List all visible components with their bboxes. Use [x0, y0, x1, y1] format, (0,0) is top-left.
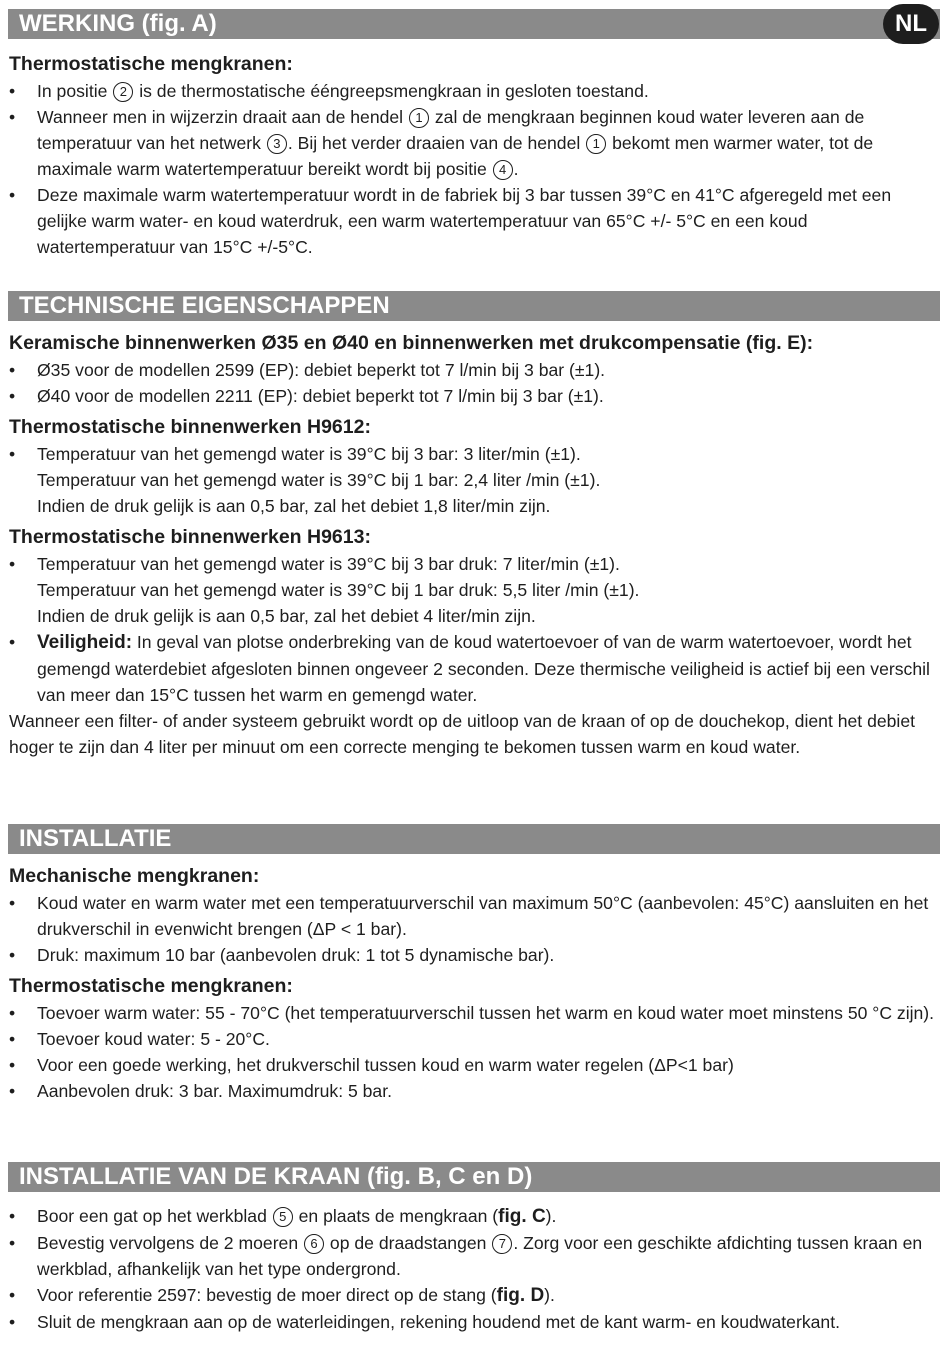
bullet-list — [0, 357, 950, 409]
section-title: INSTALLATIE — [8, 824, 940, 854]
subheading: Thermostatische binnenwerken H9613: — [9, 526, 371, 548]
subheading: Thermostatische mengkranen: — [9, 53, 293, 75]
list-item: • Koud water en warm water met een temperatuurverschil van maximum 50°C (aanbevolen: 45°C) aansluiten en het drukverschil in evenwicht brengen (ΔP < 1 bar). — [0, 890, 940, 942]
list-item: • In positie 2 is de thermostatische ééngreepsmengkraan in gesloten toestand. — [0, 78, 940, 104]
bullet-list — [0, 1000, 950, 1104]
list-item: • Voor een goede werking, het drukverschil tussen koud en warm water regelen (ΔP<1 bar) — [0, 1052, 940, 1078]
bullet-list — [0, 441, 950, 519]
callout-number: 3 — [267, 134, 287, 154]
callout-number: 1 — [409, 108, 429, 128]
list-item: • Ø40 voor de modellen 2211 (EP): debiet beperkt tot 7 l/min bij 3 bar (±1). — [0, 383, 940, 409]
safety-label: Veiligheid: — [37, 632, 133, 653]
bullet-list — [0, 890, 950, 968]
list-item: • Bevestig vervolgens de 2 moeren 6 op de draadstangen 7 . Zorg voor een geschikte afdichting tussen kraan en werkblad, afhankelijk van het type ondergrond. — [0, 1230, 940, 1282]
list-item: • Aanbevolen druk: 3 bar. Maximumdruk: 5 bar. — [0, 1078, 940, 1104]
callout-number: 1 — [586, 134, 606, 154]
list-item: • Boor een gat op het werkblad 5 en plaats de mengkraan (fig. C). — [0, 1203, 940, 1230]
figure-reference: fig. D — [496, 1285, 545, 1306]
section-title: TECHNISCHE EIGENSCHAPPEN — [8, 291, 940, 321]
bullet-list — [0, 78, 950, 260]
section-werking — [0, 9, 950, 260]
subheading: Thermostatische mengkranen: — [9, 975, 293, 997]
paragraph: Wanneer een filter- of ander systeem gebruikt wordt op de uitloop van de kraan of op de douchekop, dient het debiet hoger te zijn dan 4 liter per minuut om een correcte menging te bekomen tussen warm en koud water. — [9, 711, 916, 757]
section-title: INSTALLATIE VAN DE KRAAN (fig. B, C en D) — [8, 1162, 940, 1192]
list-item: • Toevoer koud water: 5 - 20°C. — [0, 1026, 940, 1052]
subheading: Mechanische mengkranen: — [9, 865, 260, 887]
bullet-list — [0, 551, 950, 708]
list-item: • Ø35 voor de modellen 2599 (EP): debiet beperkt tot 7 l/min bij 3 bar (±1). — [0, 357, 940, 383]
list-item: • Druk: maximum 10 bar (aanbevolen druk: 1 tot 5 dynamische bar). — [0, 942, 940, 968]
list-item: • Toevoer warm water: 55 - 70°C (het temperatuurverschil tussen het warm en koud water moet minstens 50 °C zijn). — [0, 1000, 940, 1026]
language-badge: NL — [883, 4, 939, 44]
subheading: Keramische binnenwerken Ø35 en Ø40 en binnenwerken met drukcompensatie (fig. E): — [9, 332, 814, 354]
figure-reference: fig. C — [498, 1206, 546, 1227]
subheading: Thermostatische binnenwerken H9612: — [9, 416, 371, 438]
list-item: • Temperatuur van het gemengd water is 39°C bij 3 bar druk: 7 liter/min (±1). Temperatuur van het gemengd water is 39°C bij 1 bar druk: 5,5 liter /min (±1). Indien de druk gelijk is aan 0,5 bar, zal het debiet 4 liter/min zijn. — [0, 551, 940, 629]
callout-number: 5 — [273, 1207, 293, 1227]
callout-number: 6 — [304, 1234, 324, 1254]
list-item: • Wanneer men in wijzerzin draait aan de hendel 1 zal de mengkraan beginnen koud water leveren aan de temperatuur van het netwerk 3 . Bij het verder draaien van de hendel 1 bekomt men warmer water, tot de maximale warm watertemperatuur bereikt wordt bij positie 4 . — [0, 104, 940, 182]
section-installatie — [0, 824, 950, 1104]
section-title: WERKING (fig. A) — [8, 9, 940, 39]
callout-number: 4 — [493, 160, 513, 180]
bullet-list — [0, 1203, 950, 1335]
list-item: • Sluit de mengkraan aan op de waterleidingen, rekening houdend met de kant warm- en koudwaterkant. — [0, 1309, 940, 1335]
callout-number: 7 — [492, 1234, 512, 1254]
list-item: • Voor referentie 2597: bevestig de moer direct op de stang (fig. D). — [0, 1282, 940, 1309]
section-installatie-kraan — [0, 1162, 950, 1335]
section-technische-eigenschappen — [0, 291, 950, 760]
list-item: • Temperatuur van het gemengd water is 39°C bij 3 bar: 3 liter/min (±1). Temperatuur van het gemengd water is 39°C bij 1 bar: 2,4 liter /min (±1). Indien de druk gelijk is aan 0,5 bar, zal het debiet 1,8 liter/min zijn. — [0, 441, 940, 519]
callout-number: 2 — [113, 82, 133, 102]
list-item: • Veiligheid: In geval van plotse onderbreking van de koud watertoevoer of van de warm watertoevoer, wordt het gemengd waterdebiet afgesloten binnen ongeveer 2 seconden. Deze thermische veiligheid is actief bij een verschil van meer dan 15°C tussen het warm en gemengd water. — [0, 629, 940, 708]
list-item: • Deze maximale warm watertemperatuur wordt in de fabriek bij 3 bar tussen 39°C en 41°C afgeregeld met een gelijke warm water- en koud waterdruk, een warm watertemperatuur van 65°C +/- 5°C en een koud watertemperatuur van 15°C +/-5°C. — [0, 182, 940, 260]
